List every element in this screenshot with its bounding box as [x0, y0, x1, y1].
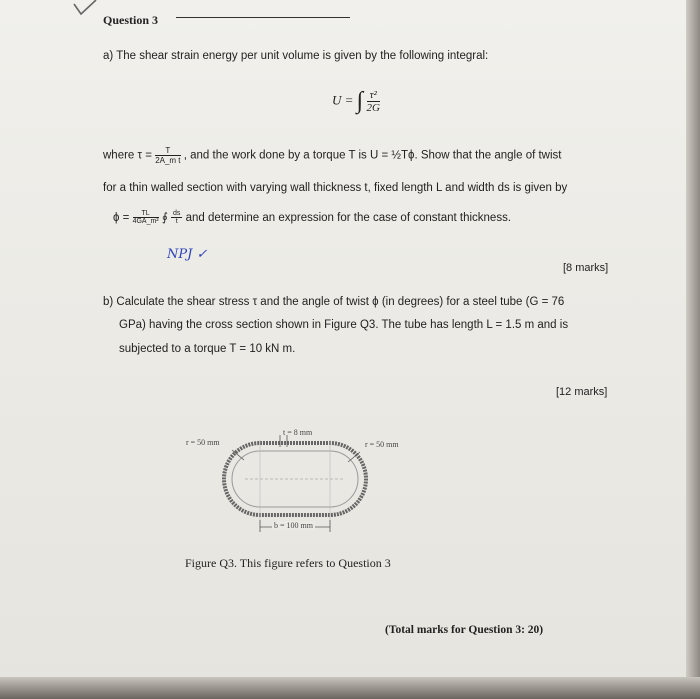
label-r-right: r = 50 mm [365, 440, 399, 449]
heading-underline [176, 17, 350, 18]
phi-numerator: TL [133, 210, 159, 218]
label-r-left: r = 50 mm [186, 438, 220, 447]
part-a-line-3: for a thin walled section with varying wall thickness t, fixed length L and width ds is given by [103, 182, 568, 194]
part-a-line-1: a) The shear strain energy per unit volume is given by the following integral: [103, 50, 489, 62]
part-a-line-4 [113, 210, 511, 225]
eq-fraction [367, 89, 380, 114]
energy-equation [332, 88, 380, 115]
tau-numerator: T [155, 146, 180, 156]
contour-integral-symbol: ∮ [161, 212, 168, 224]
ds-fraction [171, 210, 182, 225]
line2-prefix: where τ = [103, 149, 152, 162]
checkmark-icon [72, 0, 102, 20]
integral-symbol: ∫ [356, 88, 364, 114]
handwritten-note [167, 245, 207, 263]
ds-numerator: ds [173, 210, 181, 218]
part-a-marks: [8 marks] [563, 262, 609, 274]
part-b-line-3: subjected to a torque T = 10 kN m. [119, 343, 296, 355]
question-heading: Question 3 [103, 13, 159, 27]
part-b-line-2: GPa) having the cross section shown in Figure Q3. The tube has length L = 1.5 m and is [119, 319, 569, 331]
phi-lhs: ϕ = [113, 212, 130, 224]
total-marks: (Total marks for Question 3: 20) [385, 624, 544, 636]
tau-denominator: 2A_m t [155, 156, 181, 165]
phi-fraction [133, 210, 159, 225]
page-edge-shadow [686, 0, 700, 699]
ds-denominator: t [175, 218, 178, 226]
eq-lhs: U = [332, 92, 354, 108]
page-bottom-shadow [0, 677, 700, 699]
line4-suffix: and determine an expression for the case of constant thickness. [185, 212, 512, 224]
label-b-bottom: b = 100 mm [274, 521, 313, 530]
phi-denominator: 4GA_m² [132, 218, 159, 226]
handwritten-note-text: NPJ ✓ [167, 247, 208, 262]
part-b-marks: [12 marks] [556, 386, 608, 398]
part-a-line-2 [103, 146, 561, 165]
eq-denominator: 2G [366, 102, 380, 114]
part-b-line-1: b) Calculate the shear stress τ and the angle of twist ϕ (in degrees) for a steel tube (G = 76 [103, 296, 565, 308]
figure-caption: Figure Q3. This figure refers to Question 3 [185, 556, 391, 570]
tau-fraction [155, 146, 180, 165]
line2-suffix: , and the work done by a torque T is U = ½Tϕ. Show that the angle of twist [183, 149, 562, 162]
eq-numerator: τ² [367, 89, 380, 102]
label-t-top: t = 8 mm [283, 428, 313, 437]
